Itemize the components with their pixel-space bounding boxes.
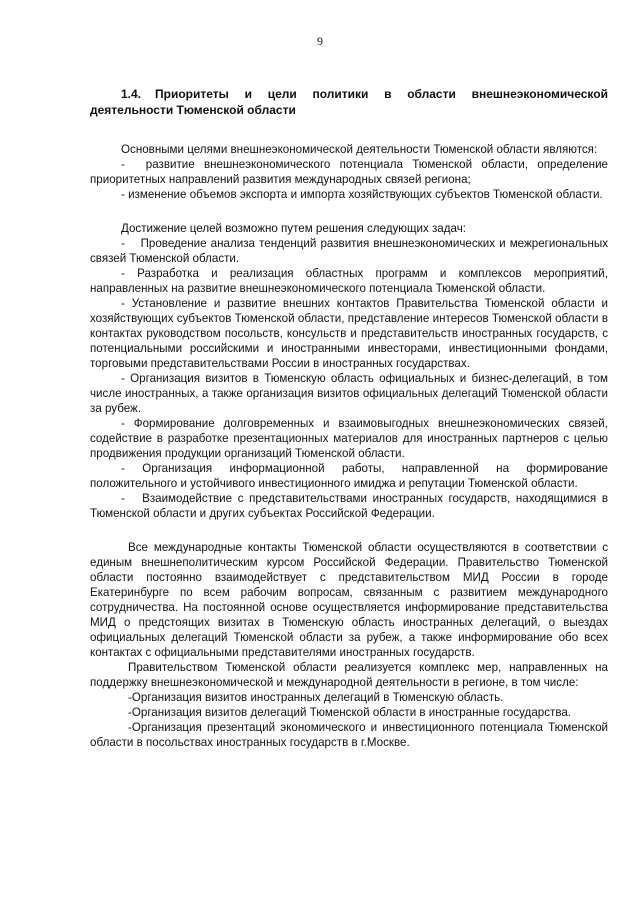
measures-intro: Правительством Тюменской области реализуется комплекс мер, направленных на поддержку внешнеэкономической и международной деятельности в регионе, в том числе: [90,661,608,689]
measure-item: -Организация визитов иностранных делегаций в Тюменскую область. [128,691,504,704]
section-heading [90,86,608,118]
page-number: 9 [317,34,323,48]
measure-item: -Организация визитов делегаций Тюменской области в иностранные государства. [128,706,572,719]
task-item: - Разработка и реализация областных программ и комплексов мероприятий, направленных на развитие внешнеэкономического потенциала Тюменской области. [90,267,608,295]
task-item: - Проведение анализа тенденций развития внешнеэкономических и межрегиональных связей Тюменской области. [90,237,608,265]
task-item: - Взаимодействие с представительствами иностранных государств, находящимися в Тюменской области и других субъектах Российской Федерации. [90,492,608,520]
tasks-intro: Достижение целей возможно путем решения следующих задач: [121,222,466,235]
section-number: 1.4. [121,87,142,101]
goals-intro: Основными целями внешнеэкономической деятельности Тюменской области являются: [121,143,598,156]
task-item: - Формирование долговременных и взаимовыгодных внешнеэкономических связей, содействие в разработке презентационных материалов для иностранных партнеров с целью продвижения продукции организаций Тюменской области. [90,417,608,460]
task-item: - Организация информационной работы, направленной на формирование положительного и устойчивого инвестиционного имиджа и репутации Тюменской области. [90,462,608,490]
goal-item: - изменение объемов экспорта и импорта хозяйствующих субъектов Тюменской области. [121,188,603,201]
task-item: - Организация визитов в Тюменскую область официальных и бизнес-делегаций, в том числе иностранных, а также организация визитов официальных делегаций Тюменской области за рубеж. [90,372,608,415]
contacts-paragraph: Все международные контакты Тюменской области осуществляются в соответствии с единым внешнеполитическим курсом Российской Федерации. Правительство Тюменской области постоянно взаимодействует с представительством МИД России в городе Екатеринбурге по всем рабочим вопросам, связанным с развитием международного сотрудничества. На постоянной основе осуществляется информирование представительства МИД о предстоящих визитах в Тюменскую область иностранных делегаций, о выездах официальных делегаций Тюменской области за рубеж, а также информирование обо всех контактах с официальными представителями иностранных государств. [90,541,608,659]
task-item: - Установление и развитие внешних контактов Правительства Тюменской области и хозяйствующих субъектов Тюменской области, представление интересов Тюменской области в контактах руководством посольств, консульств и представительств иностранных государств, с потенциальными российскими и иностранными инвесторами, инвестиционными фондами, торговыми представительствами России в иностранных государствах. [90,297,608,370]
measure-item: -Организация презентаций экономического и инвестиционного потенциала Тюменской области в посольствах иностранных государств в г.Москве. [90,721,608,749]
goal-item: - развитие внешнеэкономического потенциала Тюменской области, определение приоритетных направлений развития международных связей региона; [90,158,608,186]
document-body [90,86,608,750]
section-title: Приоритеты и цели политики в области внешнеэкономической деятельности Тюменской области [90,87,608,117]
